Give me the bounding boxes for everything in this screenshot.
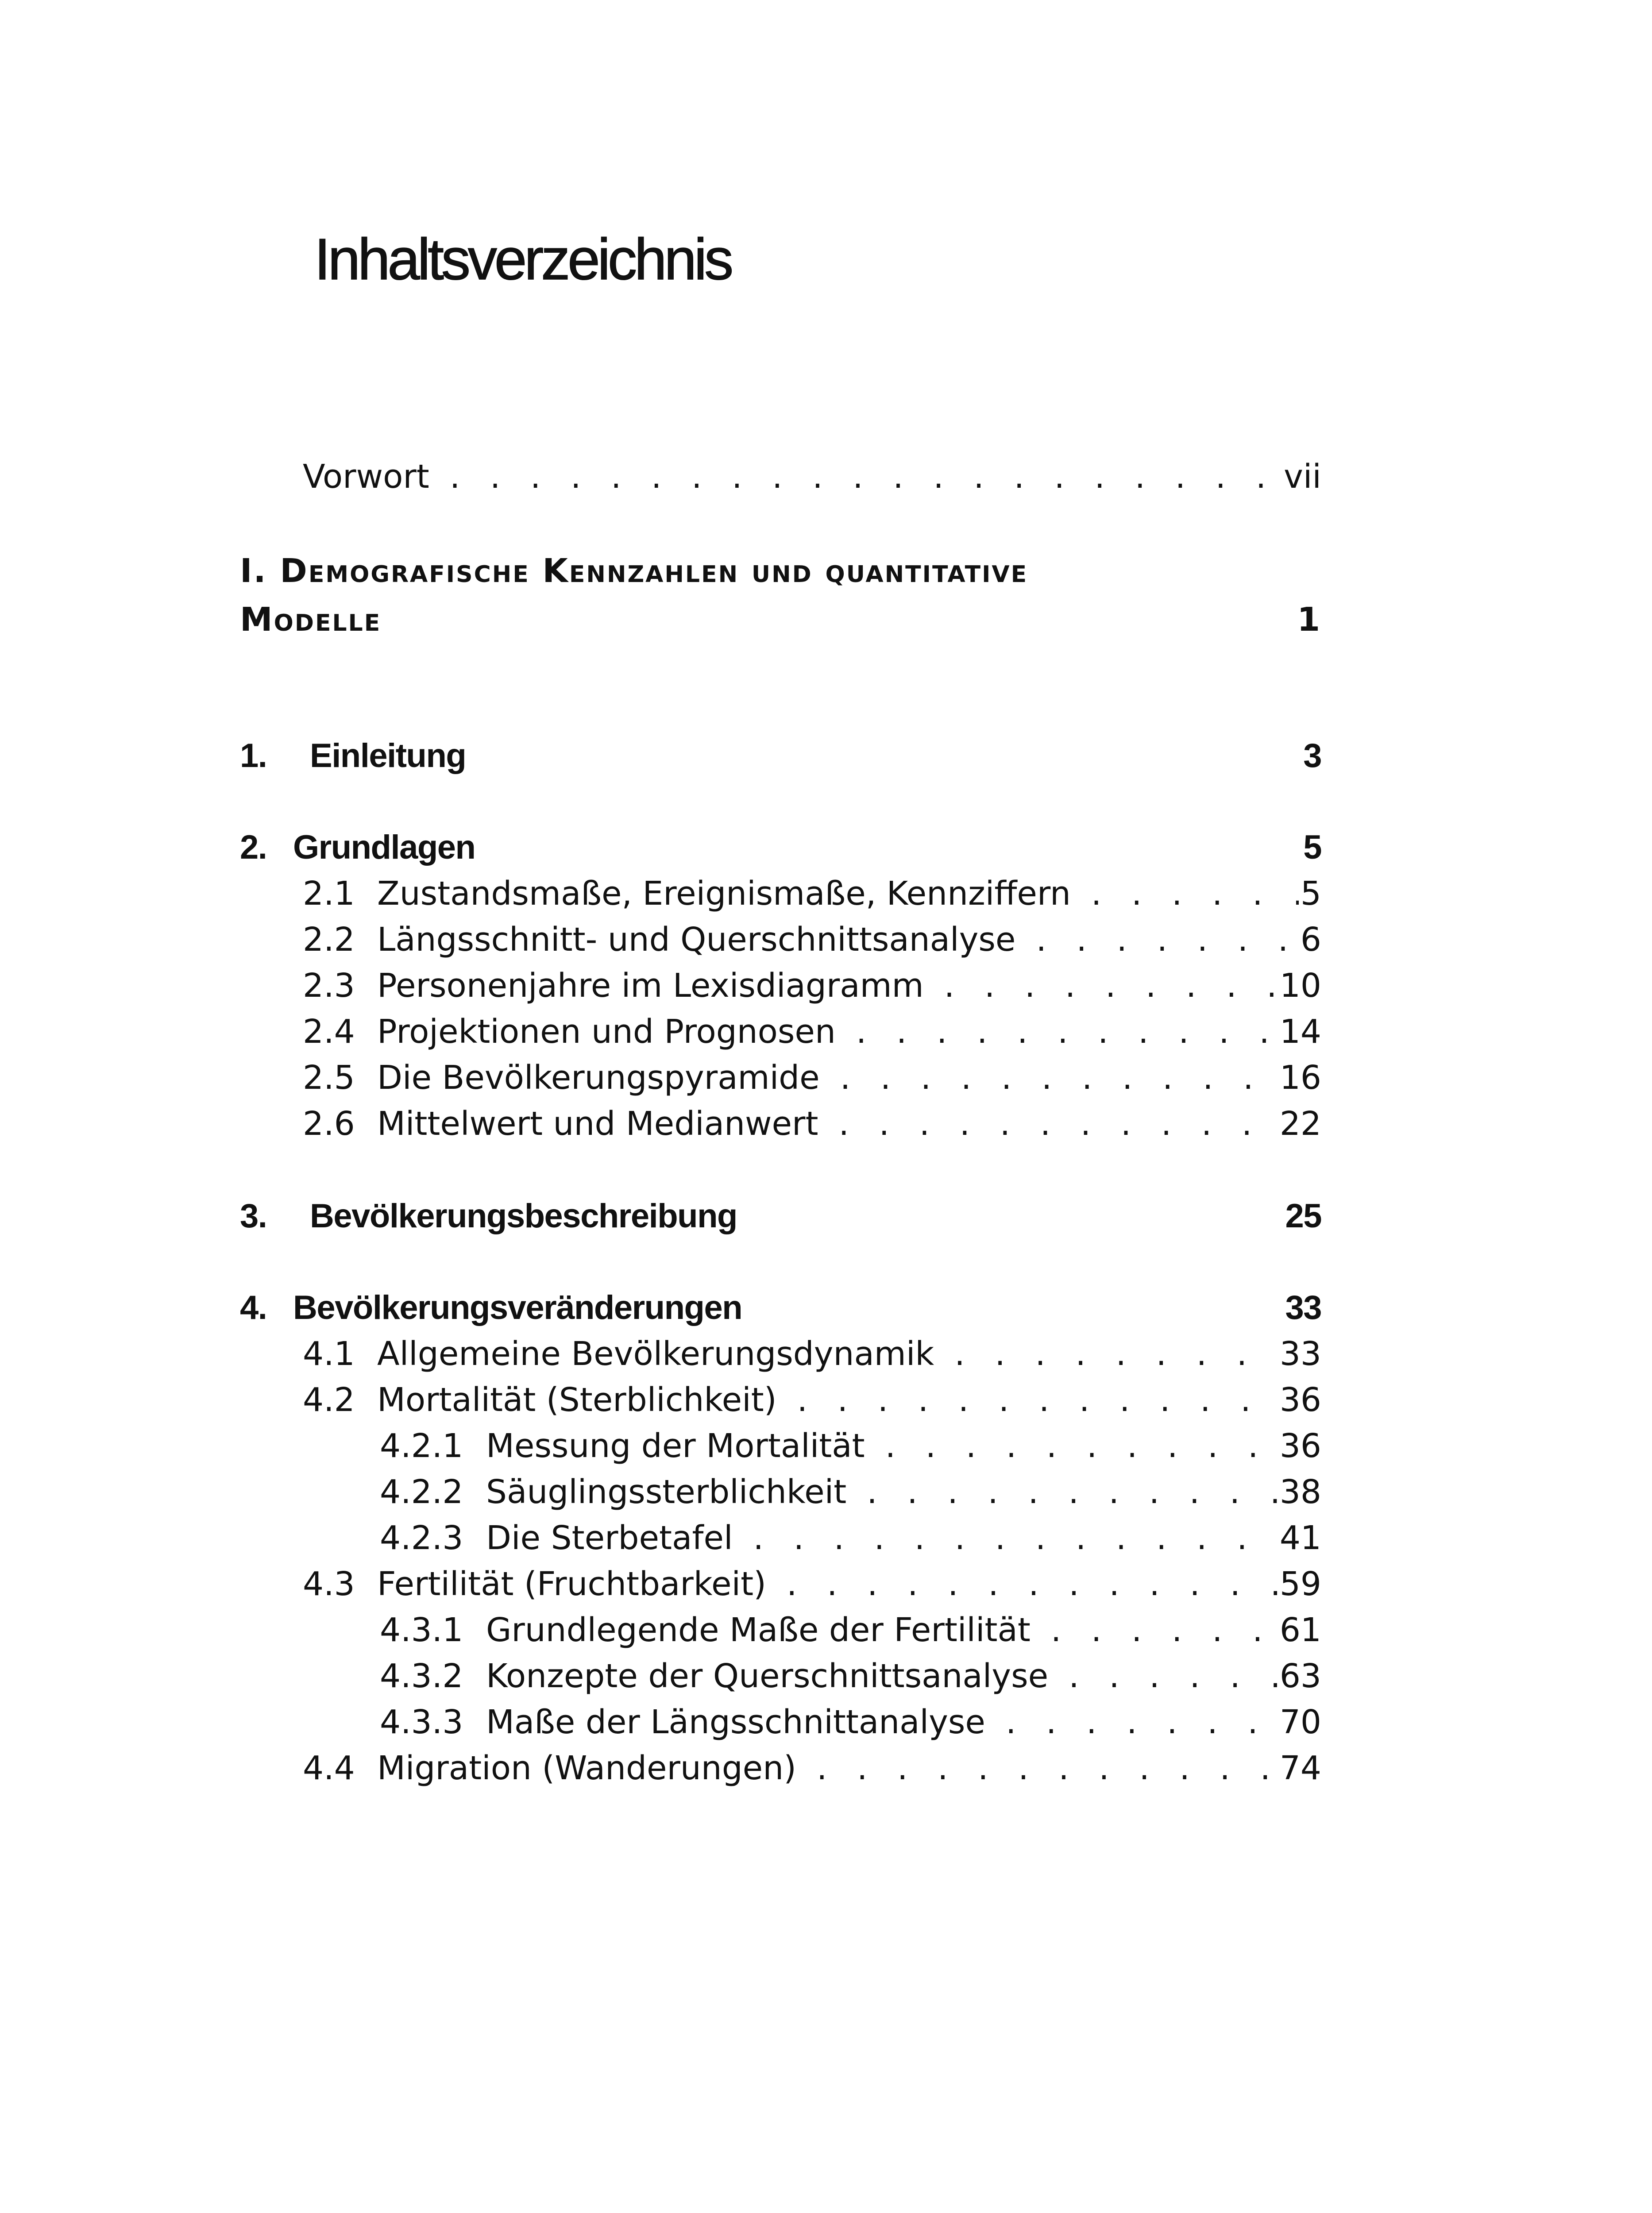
toc-section-4-2[interactable] [303, 1381, 1321, 1419]
dot-leader [838, 1107, 1278, 1140]
section-number: 2.4 [303, 1013, 355, 1051]
section-number: 4.1 [303, 1335, 355, 1373]
section-title: Mittelwert und Medianwert [377, 1105, 818, 1143]
subsection-number: 4.2.1 [380, 1427, 463, 1465]
section-title: Längsschnitt- und Querschnittsanalyse [377, 921, 1016, 959]
toc-subsection-4-2-2[interactable] [380, 1473, 1321, 1511]
toc-page-number: 16 [1279, 1059, 1321, 1097]
chapter-title: Bevölkerungsbeschreibung [310, 1197, 737, 1235]
toc-part-heading[interactable] [240, 552, 1321, 639]
section-title: Projektionen und Prognosen [377, 1013, 836, 1051]
dot-leader [753, 1522, 1278, 1554]
toc-section-2-2[interactable] [303, 921, 1321, 959]
toc-chapter-1[interactable] [240, 739, 1321, 773]
dot-leader [1006, 1706, 1278, 1739]
toc-page-number: 1 [1297, 601, 1321, 639]
toc-subsection-4-2-3[interactable] [380, 1519, 1321, 1557]
section-number: 2.2 [303, 921, 355, 959]
chapter-number: 1. [240, 737, 267, 775]
toc-page-number: 41 [1279, 1519, 1321, 1557]
section-number: 2.3 [303, 967, 355, 1005]
section-number: 2.5 [303, 1059, 355, 1097]
dot-leader [787, 1568, 1278, 1600]
toc-section-4-4[interactable] [303, 1749, 1321, 1787]
chapter-number: 4. [240, 1289, 267, 1326]
toc-page-number: 22 [1279, 1105, 1321, 1143]
toc-page-number: 33 [1279, 1335, 1321, 1373]
toc-section-2-5[interactable] [303, 1059, 1321, 1097]
toc-section-2-4[interactable] [303, 1013, 1321, 1051]
subsection-number: 4.3.1 [380, 1611, 463, 1649]
toc-page-number: 38 [1279, 1473, 1321, 1511]
dot-leader [797, 1384, 1278, 1416]
chapter-title: Grundlagen [293, 829, 475, 866]
part-title-line2: Modelle [240, 601, 382, 639]
toc-page-number: 3 [1303, 737, 1321, 775]
subsection-number: 4.3.3 [380, 1703, 463, 1741]
section-number: 2.1 [303, 875, 355, 913]
toc-entry-vorwort[interactable] [303, 458, 1321, 496]
subsection-number: 4.2.2 [380, 1473, 463, 1511]
section-title: Personenjahre im Lexisdiagramm [377, 967, 924, 1005]
toc-page-number: 36 [1279, 1381, 1321, 1419]
dot-leader [944, 969, 1278, 1002]
section-title: Zustandsmaße, Ereignismaße, Kennziffern [377, 875, 1071, 913]
toc-section-4-1[interactable] [303, 1335, 1321, 1373]
section-number: 2.6 [303, 1105, 355, 1143]
part-title-line1: I. Demografische Kennzahlen und quantitative [240, 552, 1028, 590]
dot-leader [867, 1476, 1278, 1508]
section-title: Fertilität (Fruchtbarkeit) [377, 1565, 766, 1603]
toc-page-number: 74 [1279, 1749, 1321, 1787]
dot-leader [954, 1338, 1278, 1370]
toc-page-number: 63 [1279, 1657, 1321, 1695]
section-title: Mortalität (Sterblichkeit) [377, 1381, 777, 1419]
toc-page-number: vii [1284, 458, 1321, 496]
section-title: Migration (Wanderungen) [377, 1749, 796, 1787]
section-number: 4.4 [303, 1749, 355, 1787]
subsection-number: 4.3.2 [380, 1657, 463, 1695]
toc-page-number: 33 [1285, 1289, 1321, 1326]
dot-leader [840, 1061, 1278, 1094]
toc-subsection-4-3-2[interactable] [380, 1657, 1321, 1695]
toc-page-number: 59 [1279, 1565, 1321, 1603]
toc-section-2-6[interactable] [303, 1105, 1321, 1143]
toc-entry-label: Vorwort [303, 458, 429, 496]
dot-leader [450, 460, 1282, 493]
toc-page-number: 5 [1300, 875, 1321, 913]
subsection-title: Messung der Mortalität [486, 1427, 865, 1465]
toc-page-number: 6 [1300, 921, 1321, 959]
toc-chapter-3[interactable] [240, 1199, 1321, 1233]
section-title: Allgemeine Bevölkerungsdynamik [377, 1335, 934, 1373]
dot-leader [1091, 877, 1299, 910]
chapter-number: 3. [240, 1197, 267, 1235]
toc-page-number: 5 [1303, 829, 1321, 866]
subsection-title: Grundlegende Maße der Fertilität [486, 1611, 1031, 1649]
toc-section-2-1[interactable] [303, 875, 1321, 913]
dot-leader [856, 1015, 1278, 1048]
toc-page-number: 14 [1279, 1013, 1321, 1051]
subsection-title: Die Sterbetafel [486, 1519, 733, 1557]
dot-leader [885, 1430, 1278, 1462]
subsection-title: Konzepte der Querschnittsanalyse [486, 1657, 1049, 1695]
toc-section-2-3[interactable] [303, 967, 1321, 1005]
page-title: Inhaltsverzeichnis [314, 227, 731, 292]
toc-page-number: 10 [1279, 967, 1321, 1005]
subsection-title: Säuglingssterblichkeit [486, 1473, 847, 1511]
toc-subsection-4-3-1[interactable] [380, 1611, 1321, 1649]
toc-section-4-3[interactable] [303, 1565, 1321, 1603]
toc-subsection-4-3-3[interactable] [380, 1703, 1321, 1741]
toc-chapter-4[interactable] [240, 1291, 1321, 1325]
chapter-title: Bevölkerungsveränderungen [293, 1289, 742, 1326]
chapter-title: Einleitung [310, 737, 466, 775]
toc-chapter-2[interactable] [240, 831, 1321, 864]
toc-page-number: 61 [1279, 1611, 1321, 1649]
toc-page-number: 70 [1279, 1703, 1321, 1741]
dot-leader [1036, 923, 1298, 956]
dot-leader [1051, 1614, 1278, 1646]
dot-leader [817, 1752, 1278, 1785]
toc-page-number: 36 [1279, 1427, 1321, 1465]
subsection-title: Maße der Längsschnittanalyse [486, 1703, 985, 1741]
subsection-number: 4.2.3 [380, 1519, 463, 1557]
chapter-number: 2. [240, 829, 267, 866]
section-number: 4.2 [303, 1381, 355, 1419]
dot-leader [1069, 1660, 1278, 1693]
section-title: Die Bevölkerungspyramide [377, 1059, 820, 1097]
toc-subsection-4-2-1[interactable] [380, 1427, 1321, 1465]
toc-page-number: 25 [1285, 1197, 1321, 1235]
section-number: 4.3 [303, 1565, 355, 1603]
